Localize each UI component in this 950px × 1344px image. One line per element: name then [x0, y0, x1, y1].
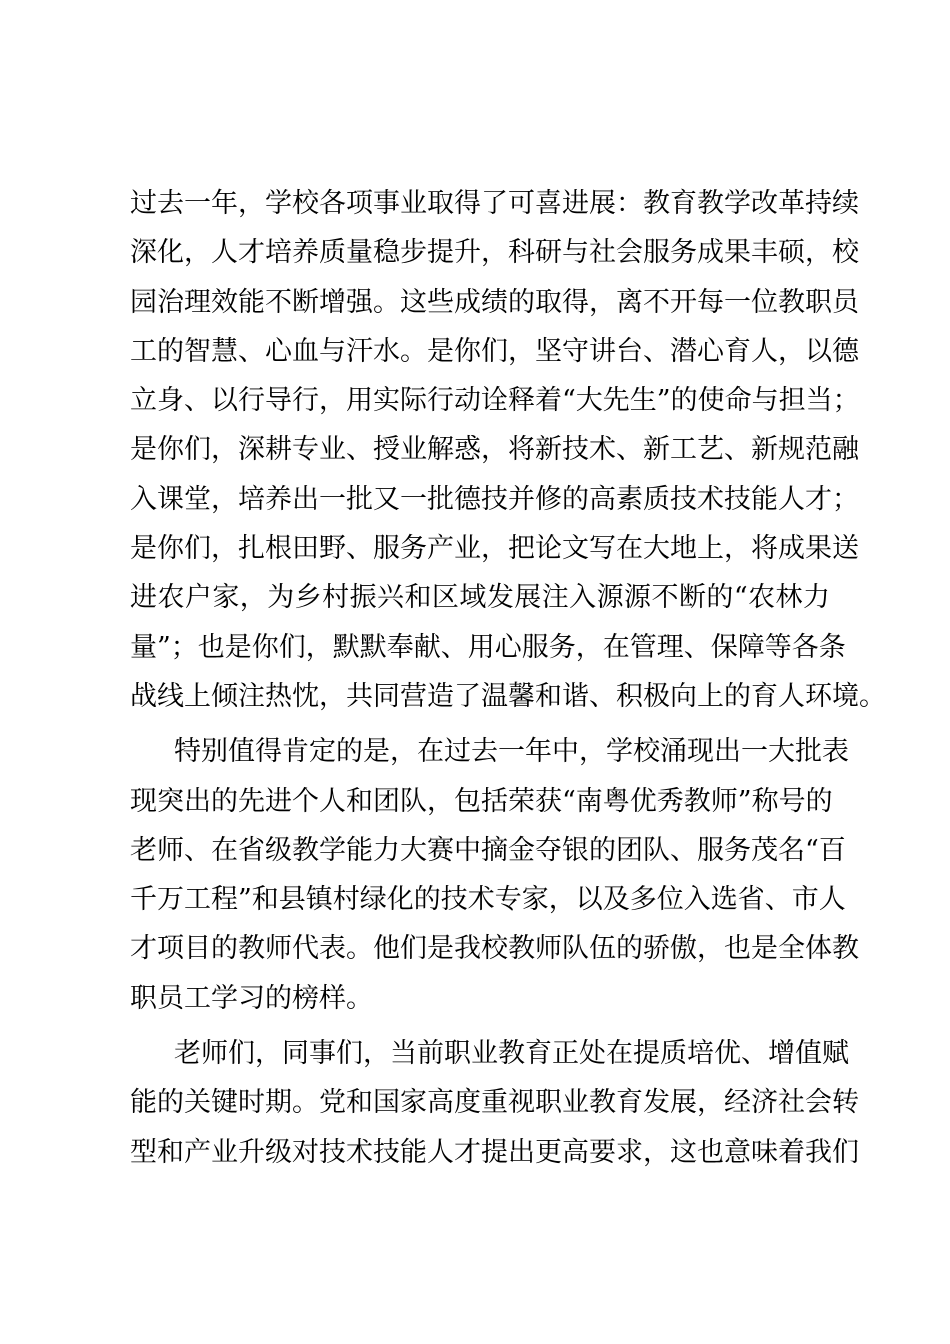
text-line: 现突出的先进个人和团队，包括荣获“南粤优秀教师”称号的 [130, 785, 833, 817]
text-line: 才项目的教师代表。他们是我校教师队伍的骄傲，也是全体教 [130, 933, 859, 965]
text-line: 是你们，深耕专业、授业解惑，将新技术、新工艺、新规范融 [130, 434, 859, 466]
text-line: 进农户家，为乡村振兴和区域发展注入源源不断的“农林力 [130, 582, 830, 614]
text-line: 园治理效能不断增强。这些成绩的取得，离不开每一位教职员 [130, 286, 859, 318]
text-line: 能的关键时期。党和国家高度重视职业教育发展，经济社会转 [130, 1087, 859, 1119]
text-line: 型和产业升级对技术技能人才提出更高要求，这也意味着我们 [130, 1136, 859, 1168]
text-line: 工的智慧、心血与汗水。是你们，坚守讲台、潜心育人，以德 [130, 335, 859, 367]
text-line: 千万工程”和县镇村绿化的技术专家，以及多位入选省、市人 [130, 884, 846, 916]
text-line: 入课堂，培养出一批又一批德技并修的高素质技术技能人才； [130, 483, 859, 515]
body-text [130, 179, 886, 1177]
paragraph-3 [130, 1029, 859, 1177]
text-line: 是你们，扎根田野、服务产业，把论文写在大地上，将成果送 [130, 533, 859, 565]
paragraph-2 [130, 727, 859, 1023]
text-line: 战线上倾注热忱，共同营造了温馨和谐、积极向上的育人环境。 [130, 680, 886, 712]
text-line: 过去一年，学校各项事业取得了可喜进展：教育教学改革持续 [130, 188, 859, 219]
text-line: 特别值得肯定的是，在过去一年中，学校涌现出一大批表 [174, 736, 849, 768]
text-line: 量”；也是你们，默默奉献、用心服务，在管理、保障等各条 [130, 631, 846, 663]
text-line: 老师们，同事们，当前职业教育正处在提质培优、增值赋 [174, 1038, 849, 1070]
text-line: 老师、在省级教学能力大赛中摘金夺银的团队、服务茂名“百 [130, 834, 846, 866]
paragraph-1 [130, 179, 886, 721]
text-line: 职员工学习的榜样。 [130, 982, 373, 1014]
text-line: 立身、以行导行，用实际行动诠释着“大先生”的使命与担当； [130, 385, 860, 417]
text-line: 深化，人才培养质量稳步提升，科研与社会服务成果丰硕，校 [130, 237, 859, 269]
